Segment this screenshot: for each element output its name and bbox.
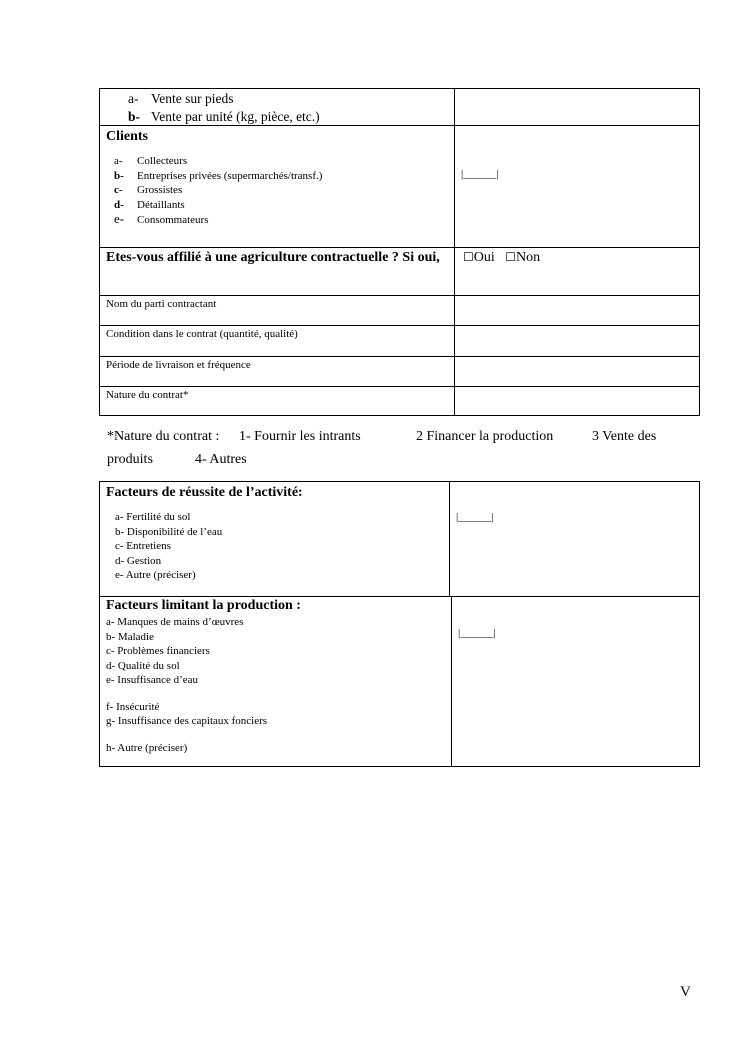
sales-clients-contract-table: [99, 88, 700, 416]
clients-list: [100, 146, 454, 228]
non-checkbox[interactable]: ☐Non: [505, 250, 541, 265]
contract-question: Etes-vous affilié à une agriculture contractuelle ? Si oui,: [106, 250, 440, 265]
list-item: b- Disponibilité de l’eau: [115, 525, 223, 538]
note-line-1: *Nature du contrat : 1- Fournir les intrants 2 Financer la production 3 Vente des: [107, 429, 657, 444]
success-factors-answer-blank[interactable]: |______|: [456, 511, 494, 523]
clients-heading: Clients: [106, 129, 148, 144]
list-item: f- Insécurité: [106, 700, 160, 713]
list-item: c- Problèmes financiers: [106, 645, 210, 657]
field-label-contract-nature: Nature du contrat*: [106, 389, 189, 401]
limiting-factors-answer-cell[interactable]: [452, 597, 700, 767]
list-item: d- Qualité du sol: [106, 659, 180, 672]
client-item-d: d- Détaillants: [114, 198, 185, 211]
client-item-a: a- Collecteurs: [114, 155, 188, 167]
list-item: d- Gestion: [115, 554, 162, 567]
oui-non-options: [455, 248, 699, 266]
checkbox-icon: ☐: [505, 250, 517, 264]
success-factors-list: [100, 502, 449, 583]
list-item: a- Manques de mains d’œuvres: [106, 616, 244, 628]
sales-mode-cell: [100, 89, 455, 126]
oui-checkbox[interactable]: ☐Oui: [463, 250, 495, 265]
success-factors-heading: Facteurs de réussite de l’activité:: [106, 485, 303, 500]
success-factors-row: [100, 482, 700, 597]
sales-option-a: a- Vente sur pieds: [128, 91, 234, 106]
client-item-e: e- Consommateurs: [114, 211, 209, 226]
contract-field-row: [100, 326, 700, 357]
list-item: h- Autre (préciser): [106, 741, 188, 754]
list-item: b- Maladie: [106, 630, 154, 643]
clients-row: [100, 126, 700, 248]
contract-answer-cell: [455, 248, 700, 296]
clients-answer-cell[interactable]: [455, 126, 700, 248]
page-number: V: [680, 984, 691, 1000]
clients-cell: [100, 126, 455, 248]
field-input-contract-conditions[interactable]: [455, 326, 700, 357]
client-item-b: b- Entreprises privées (supermarchés/transf.): [114, 169, 323, 182]
field-input-contract-nature[interactable]: [455, 387, 700, 416]
contract-field-row: [100, 296, 700, 326]
sales-option-b: b- Vente par unité (kg, pièce, etc.): [128, 109, 320, 124]
success-factors-table: [99, 481, 700, 597]
field-input-delivery-period[interactable]: [455, 357, 700, 387]
field-label-contract-conditions: Condition dans le contrat (quantité, qualité): [106, 328, 298, 340]
success-factors-answer-cell[interactable]: [450, 482, 700, 597]
success-factors-cell: [100, 482, 450, 597]
list-item: a- Fertilité du sol: [115, 511, 191, 523]
limiting-factors-table: [99, 596, 700, 767]
list-item: c- Entretiens: [115, 540, 171, 552]
limiting-factors-heading: Facteurs limitant la production :: [106, 598, 301, 613]
field-label-delivery-period: Période de livraison et fréquence: [106, 359, 251, 371]
limiting-factors-answer-blank[interactable]: |______|: [458, 627, 496, 639]
contract-question-cell: [100, 248, 455, 296]
client-item-c: c- Grossistes: [114, 184, 183, 196]
list-item: g- Insuffisance des capitaux fonciers: [106, 715, 268, 727]
limiting-factors-cell: [100, 597, 452, 767]
note-line-2: produits 4- Autres: [107, 452, 247, 467]
contract-field-row: [100, 357, 700, 387]
field-label-contracting-party: Nom du parti contractant: [106, 298, 217, 310]
limiting-factors-row: [100, 597, 700, 767]
field-input-contracting-party[interactable]: [455, 296, 700, 326]
checkbox-icon: ☐: [463, 250, 474, 264]
contract-nature-note: [107, 425, 707, 471]
list-item: e- Insuffisance d’eau: [106, 674, 199, 686]
sales-mode-answer-cell[interactable]: [455, 89, 700, 126]
sales-mode-row: [100, 89, 700, 126]
list-item: e- Autre (préciser): [115, 569, 196, 581]
clients-answer-blank[interactable]: |______|: [461, 168, 499, 180]
contract-question-row: [100, 248, 700, 296]
contract-field-row: [100, 387, 700, 416]
limiting-factors-list: [100, 615, 451, 755]
